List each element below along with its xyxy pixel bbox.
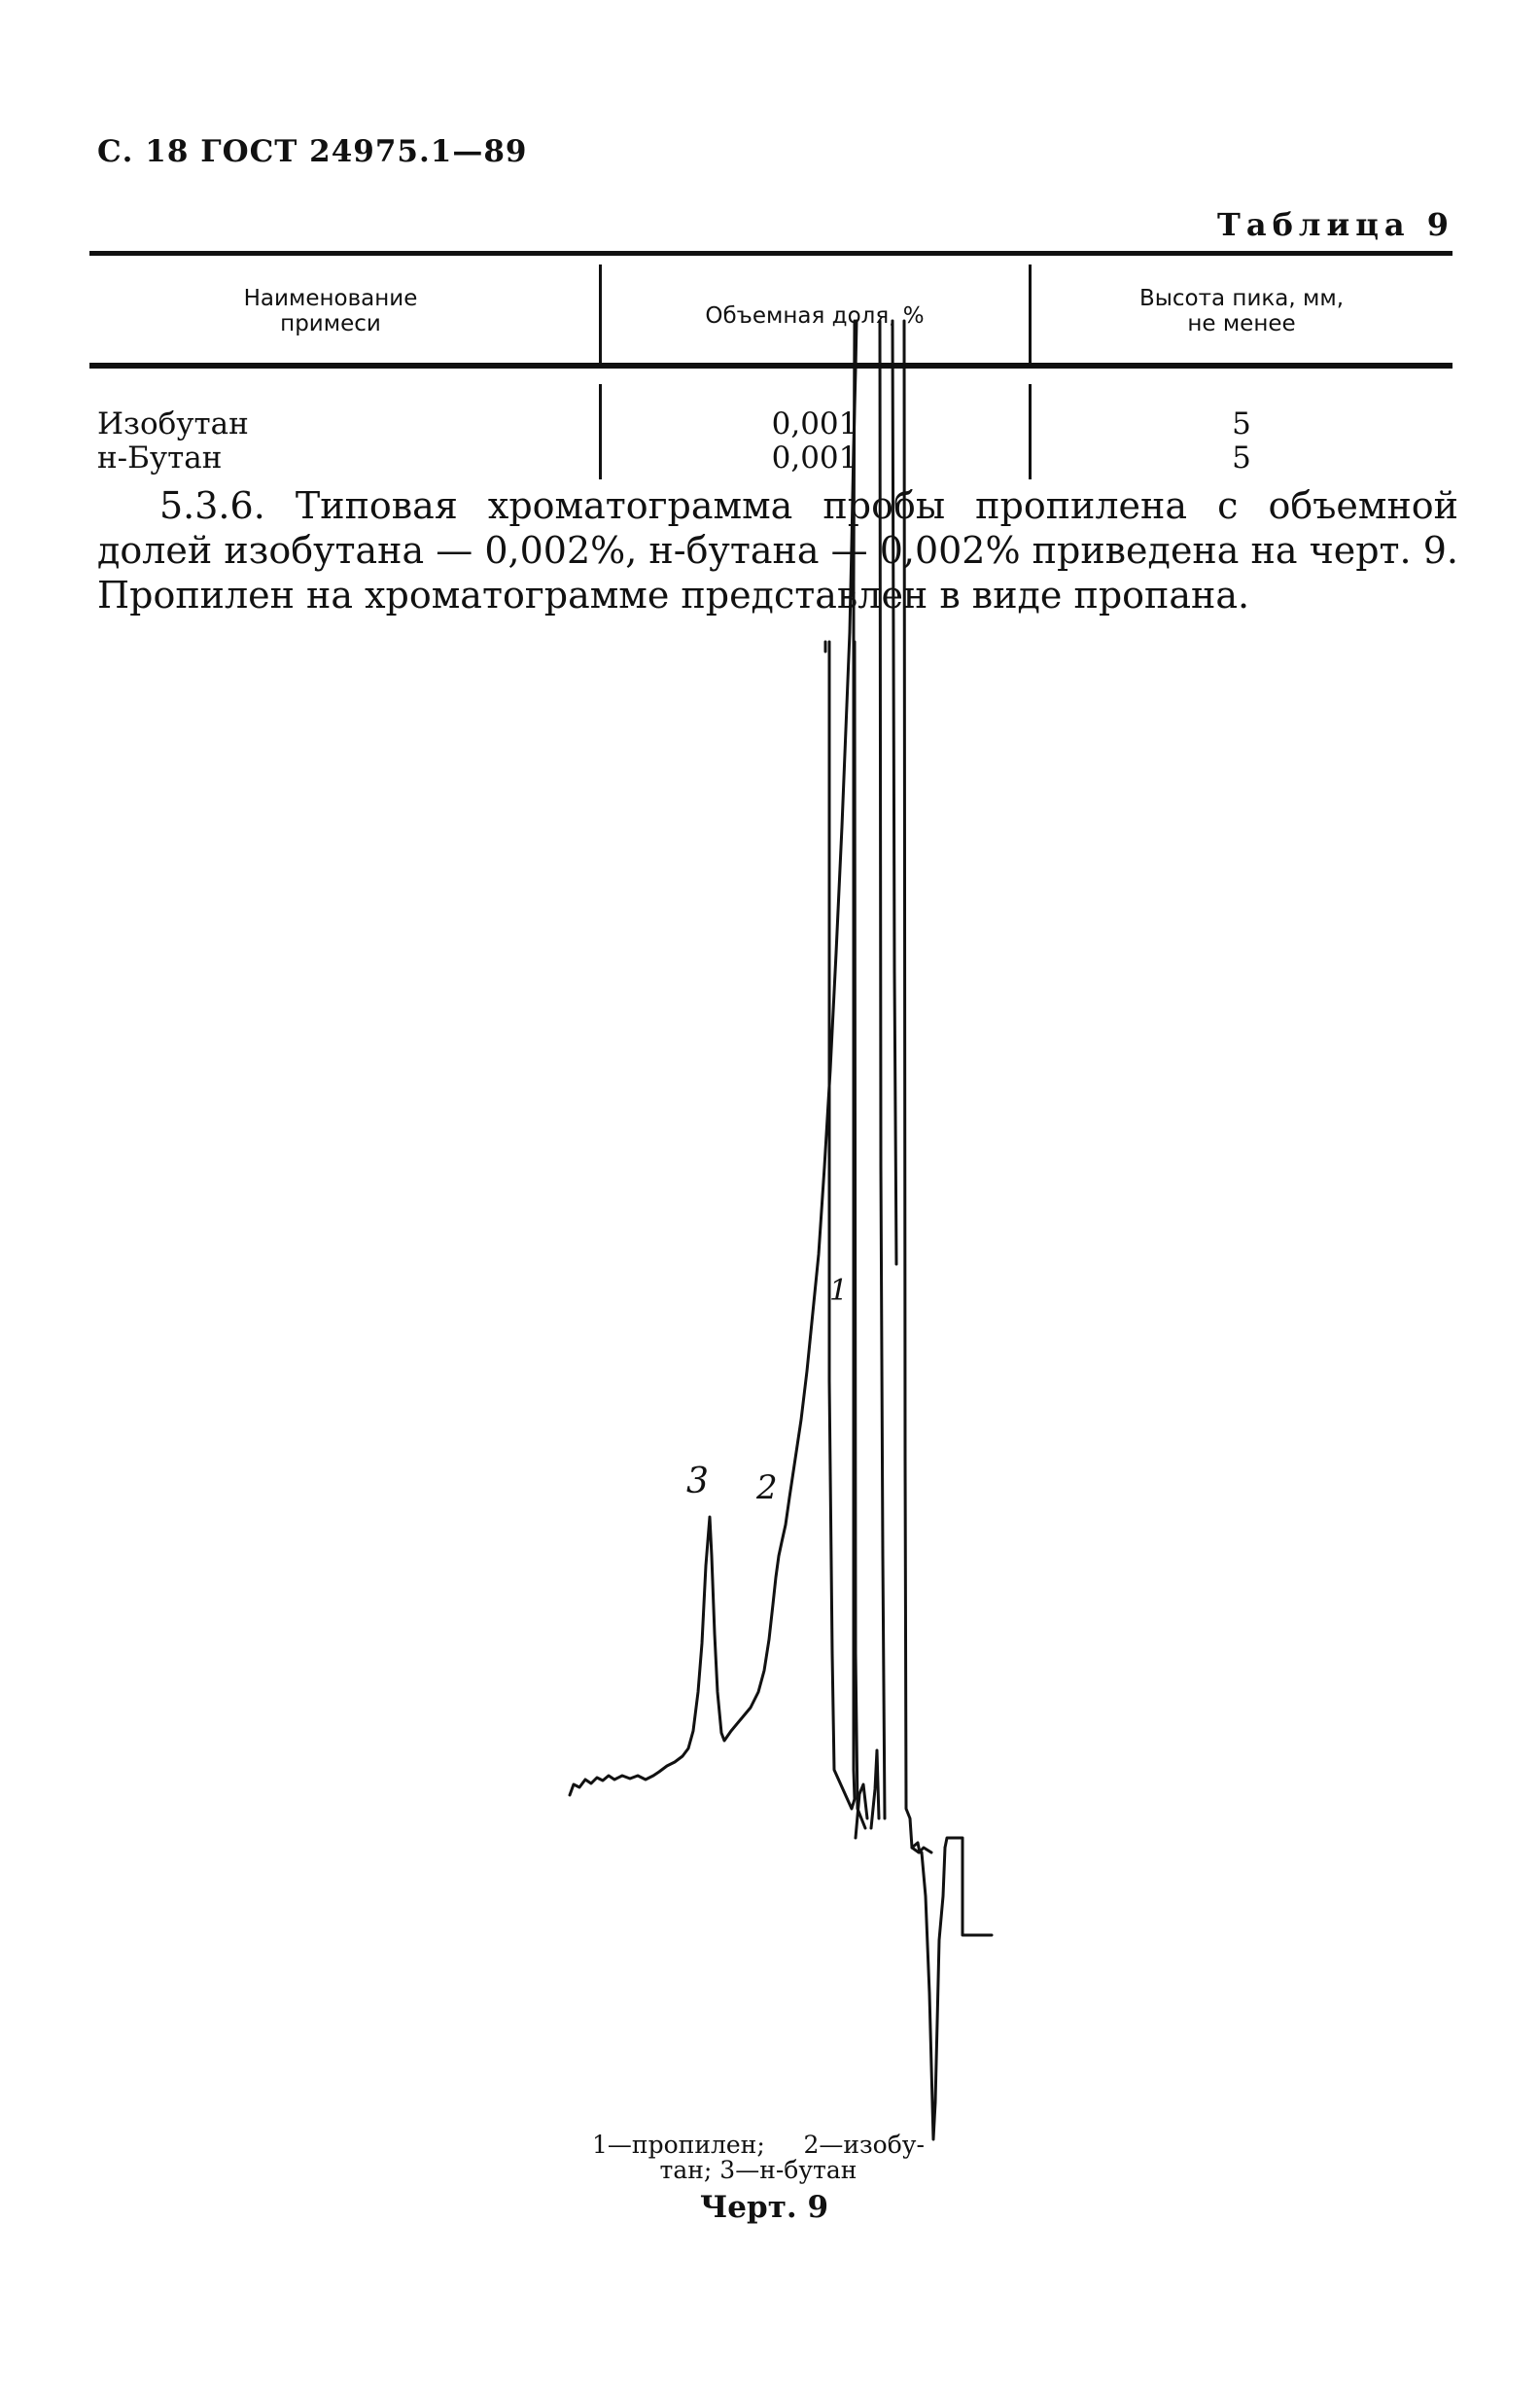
table-cell-height: 5 [1232, 441, 1251, 476]
paragraph-text: Типовая хроматограмма пробы пропилена с объемной долей изобутана — 0,002%, н-бутана — 0,002% приведена на черт. 9. Пропилен на хроматограмме представлен в виде пропана. [97, 484, 1458, 617]
peak-label-1: 1 [829, 1274, 849, 1308]
table-cell-fraction: 0,001 [771, 441, 858, 476]
column-header-fraction: Объемная доля, % [705, 303, 925, 329]
table-caption: Таблица 9 [1217, 206, 1454, 243]
page-header: С. 18 ГОСТ 24975.1—89 [97, 134, 528, 169]
table-cell-height: 5 [1232, 406, 1251, 441]
figure-legend-line1: 1—пропилен; 2—изобу- [592, 2131, 925, 2159]
column-header-height-line2: не менее [1187, 311, 1296, 336]
chromatogram-dip [922, 1848, 945, 2139]
figure-legend-line2: тан; 3—н-бутан [659, 2156, 858, 2184]
chromatogram-peak-1 [855, 642, 865, 1828]
table-cell-name: н-Бутан [97, 441, 223, 476]
chromatogram-trace [871, 1750, 879, 1828]
chromatogram-step [945, 1838, 992, 1935]
column-header-height-line1: Высота пика, мм, [1138, 286, 1345, 311]
figure-label: Черт. 9 [700, 2190, 829, 2225]
peak-label-2: 2 [756, 1468, 778, 1507]
column-header-name-line1: Наименование [243, 286, 418, 311]
peak-label-3: 3 [686, 1462, 709, 1501]
paragraph-number: 5.3.6. [159, 484, 265, 527]
column-header-name-line2: примеси [280, 311, 381, 336]
table-cell-fraction: 0,001 [771, 406, 858, 441]
table-cell-name: Изобутан [97, 406, 249, 441]
chromatogram-trace [570, 632, 850, 1795]
chromatogram-peak-1 [880, 321, 885, 1818]
chromatogram-peak-1 [904, 321, 920, 1852]
chromatogram-peak-1 [892, 321, 896, 1264]
